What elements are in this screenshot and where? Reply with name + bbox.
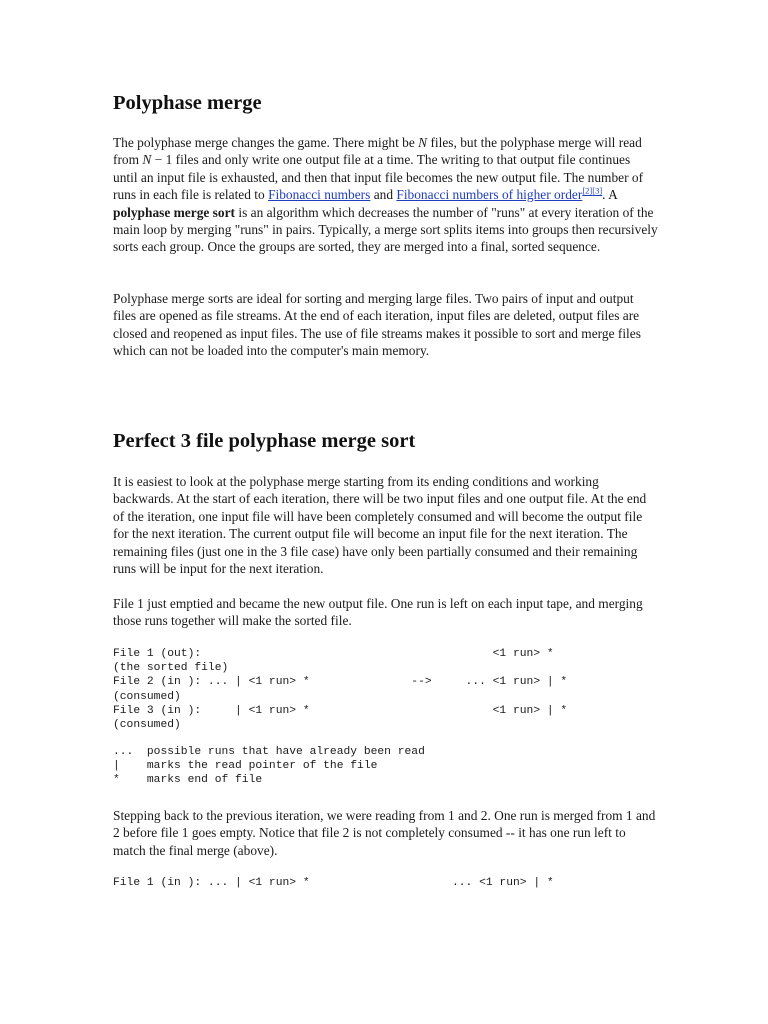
text-run: The polyphase merge changes the game. There might be (113, 135, 419, 150)
text-run: and (370, 187, 397, 203)
paragraph-ending-conditions: It is easiest to look at the polyphase merge starting from its ending conditions and working backwards. At the start of each iteration, there will be two input files and one output file. At the end of the iteration, one input file will have been completely consumed and will become the output file for the next iteration. The current output file will become an input file for the next iteration. The remaining files (just one in the 3 file case) have only been partially consumed and their remaining runs will be input for the next iteration. (113, 474, 647, 577)
paragraph-file1-emptied: File 1 just emptied and became the new output file. One run is left on each input tape, and merging those runs together will make the sorted file. (113, 596, 643, 629)
bold-term: polyphase merge sort (113, 204, 235, 220)
code-block-previous-state: File 1 (in ): ... | <1 run> * ... <1 run> | * (113, 877, 554, 889)
code-block-final-state: File 1 (out): <1 run> * (the sorted file) File 2 (in ): ... | <1 run> * --> ... <1 run> | * (consumed) File 3 (in ): | <1 run> * <1 run> | * (consumed) (113, 648, 568, 732)
code-block-legend: ... possible runs that have already been read | marks the read pointer of the file * marks end of file (113, 746, 425, 787)
paragraph-polyphase-intro (113, 134, 658, 256)
heading-perfect-3-file: Perfect 3 file polyphase merge sort (113, 430, 416, 452)
text-run: − 1 files and only write one output file at a time. The writing to that output file continues until an input file is exhausted, and then that input file becomes the new output file. The number of runs in each file is related to (113, 152, 644, 203)
paragraph-previous-iteration: Stepping back to the previous iteration, we were reading from 1 and 2. One run is merged from 1 and 2 before file 1 goes empty. Notice that file 2 is not completely consumed -- it has one run left to match the final merge (above). (113, 808, 656, 858)
text-run: files, but the polyphase merge will read from (113, 135, 642, 168)
variable-n: N (418, 135, 428, 150)
text-run: is an algorithm which decreases the number of "runs" at every iteration of the main loop by merging "runs" in pairs. Typically, a merge sort splits items into groups then recursively sorts each group. Once the groups are sorted, they are merged into a final, sorted sequence. (113, 204, 658, 255)
citation-link-3[interactable]: [3] (592, 185, 603, 196)
citation (582, 186, 602, 196)
link-fibonacci-numbers[interactable]: Fibonacci numbers (268, 187, 371, 203)
paragraph-polyphase-file-streams: Polyphase merge sorts are ideal for sorting and merging large files. Two pairs of input and output files are opened as file streams. At the end of each iteration, input files are deleted, output files are closed and reopened as input files. The use of file streams makes it possible to sort and merge files which can not be loaded into the computer's main memory. (113, 291, 641, 359)
text-run: . A (602, 187, 618, 203)
heading-polyphase-merge: Polyphase merge (113, 92, 262, 114)
link-fibonacci-higher-order[interactable]: Fibonacci numbers of higher order (396, 187, 583, 203)
variable-n: N (142, 152, 152, 168)
citation-link-2[interactable]: [2] (582, 185, 593, 196)
